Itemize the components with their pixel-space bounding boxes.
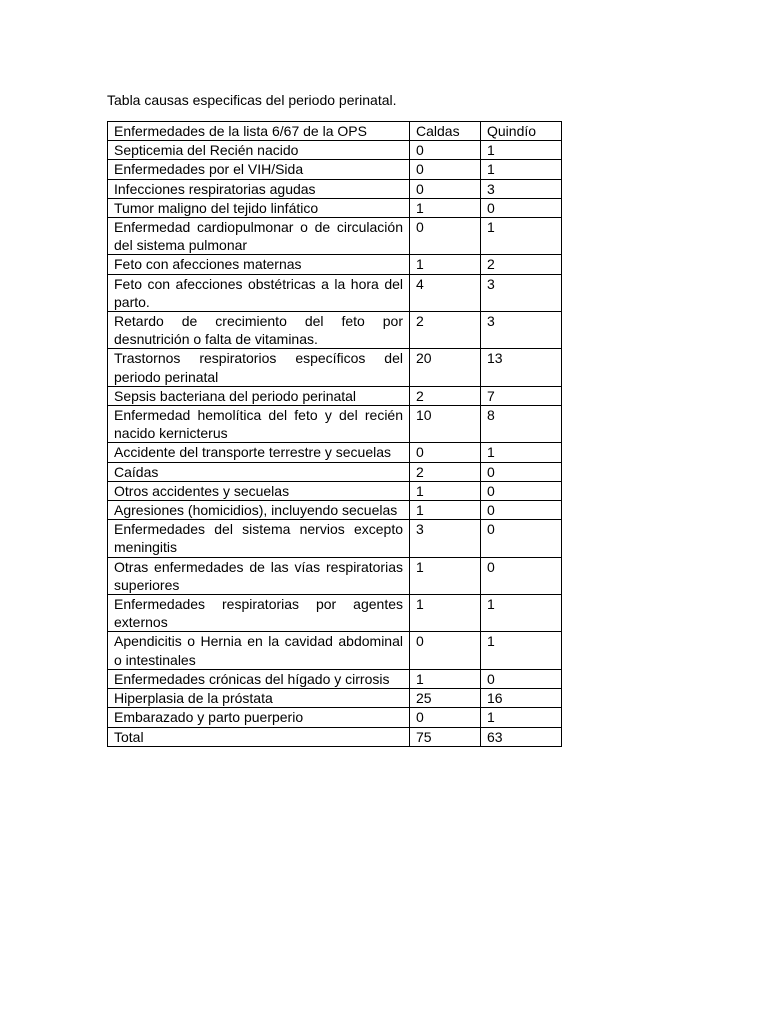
header-disease: Enfermedades de la lista 6/67 de la OPS	[108, 122, 410, 141]
cell-quindio: 3	[481, 179, 562, 198]
cell-caldas: 1	[410, 255, 481, 274]
cell-disease: Embarazado y parto puerperio	[108, 708, 410, 727]
cell-caldas: 20	[410, 349, 481, 386]
table-row	[108, 160, 562, 179]
cell-disease: Hiperplasia de la próstata	[108, 689, 410, 708]
cell-disease: Sepsis bacteriana del periodo perinatal	[108, 386, 410, 405]
table-header-row	[108, 122, 562, 141]
table-row	[108, 198, 562, 217]
cell-quindio: 3	[481, 274, 562, 311]
table-row	[108, 406, 562, 443]
cell-caldas: 1	[410, 481, 481, 500]
cell-caldas: 1	[410, 501, 481, 520]
cell-disease: Enfermedad cardiopulmonar o de circulación del sistema pulmonar	[108, 218, 410, 255]
cell-quindio: 8	[481, 406, 562, 443]
table-row	[108, 462, 562, 481]
cell-quindio: 3	[481, 312, 562, 349]
cell-disease: Caídas	[108, 462, 410, 481]
table-row	[108, 501, 562, 520]
table-row	[108, 349, 562, 386]
table-row	[108, 669, 562, 688]
cell-caldas: 1	[410, 595, 481, 632]
cell-quindio: 13	[481, 349, 562, 386]
cell-disease: Apendicitis o Hernia en la cavidad abdominal o intestinales	[108, 632, 410, 669]
table-row	[108, 708, 562, 727]
table-row	[108, 218, 562, 255]
causes-table	[107, 121, 562, 747]
cell-quindio: 1	[481, 443, 562, 462]
table-row	[108, 255, 562, 274]
table-row	[108, 557, 562, 594]
cell-disease: Agresiones (homicidios), incluyendo secuelas	[108, 501, 410, 520]
cell-caldas: 3	[410, 520, 481, 557]
cell-caldas: 1	[410, 198, 481, 217]
table-body	[108, 141, 562, 747]
cell-caldas: 0	[410, 632, 481, 669]
table-total-row	[108, 727, 562, 746]
cell-caldas: 25	[410, 689, 481, 708]
cell-quindio: 0	[481, 669, 562, 688]
header-caldas: Caldas	[410, 122, 481, 141]
cell-quindio: 1	[481, 595, 562, 632]
cell-quindio: 2	[481, 255, 562, 274]
table-row	[108, 443, 562, 462]
cell-disease: Enfermedades del sistema nervios excepto meningitis	[108, 520, 410, 557]
table-row	[108, 386, 562, 405]
table-row	[108, 312, 562, 349]
table-row	[108, 595, 562, 632]
cell-caldas: 0	[410, 160, 481, 179]
cell-quindio: 7	[481, 386, 562, 405]
cell-disease: Total	[108, 727, 410, 746]
cell-caldas: 0	[410, 443, 481, 462]
cell-quindio: 1	[481, 708, 562, 727]
cell-disease: Infecciones respiratorias agudas	[108, 179, 410, 198]
table-row	[108, 141, 562, 160]
cell-quindio: 0	[481, 501, 562, 520]
table-row	[108, 520, 562, 557]
cell-quindio: 0	[481, 198, 562, 217]
cell-caldas: 75	[410, 727, 481, 746]
cell-disease: Trastornos respiratorios específicos del periodo perinatal	[108, 349, 410, 386]
cell-disease: Enfermedades crónicas del hígado y cirrosis	[108, 669, 410, 688]
cell-disease: Retardo de crecimiento del feto por desnutrición o falta de vitaminas.	[108, 312, 410, 349]
cell-caldas: 2	[410, 462, 481, 481]
cell-disease: Otros accidentes y secuelas	[108, 481, 410, 500]
cell-disease: Feto con afecciones obstétricas a la hora del parto.	[108, 274, 410, 311]
cell-disease: Enfermedades por el VIH/Sida	[108, 160, 410, 179]
cell-caldas: 10	[410, 406, 481, 443]
cell-quindio: 1	[481, 141, 562, 160]
table-row	[108, 179, 562, 198]
cell-quindio: 0	[481, 520, 562, 557]
document-title: Tabla causas especificas del periodo perinatal.	[107, 92, 397, 108]
cell-caldas: 4	[410, 274, 481, 311]
cell-disease: Otras enfermedades de las vías respiratorias superiores	[108, 557, 410, 594]
cell-caldas: 1	[410, 669, 481, 688]
cell-quindio: 1	[481, 218, 562, 255]
cell-quindio: 0	[481, 462, 562, 481]
cell-caldas: 1	[410, 557, 481, 594]
cell-caldas: 2	[410, 312, 481, 349]
cell-caldas: 0	[410, 141, 481, 160]
cell-quindio: 63	[481, 727, 562, 746]
header-quindio: Quindío	[481, 122, 562, 141]
cell-caldas: 0	[410, 708, 481, 727]
cell-disease: Feto con afecciones maternas	[108, 255, 410, 274]
cell-quindio: 0	[481, 481, 562, 500]
table-row	[108, 274, 562, 311]
table-row	[108, 689, 562, 708]
cell-quindio: 1	[481, 160, 562, 179]
cell-caldas: 0	[410, 218, 481, 255]
cell-disease: Accidente del transporte terrestre y secuelas	[108, 443, 410, 462]
cell-quindio: 16	[481, 689, 562, 708]
cell-disease: Enfermedad hemolítica del feto y del recién nacido kernicterus	[108, 406, 410, 443]
table-row	[108, 632, 562, 669]
cell-disease: Tumor maligno del tejido linfático	[108, 198, 410, 217]
cell-caldas: 0	[410, 179, 481, 198]
cell-disease: Enfermedades respiratorias por agentes externos	[108, 595, 410, 632]
cell-quindio: 0	[481, 557, 562, 594]
cell-caldas: 2	[410, 386, 481, 405]
cell-quindio: 1	[481, 632, 562, 669]
table-row	[108, 481, 562, 500]
cell-disease: Septicemia del Recién nacido	[108, 141, 410, 160]
